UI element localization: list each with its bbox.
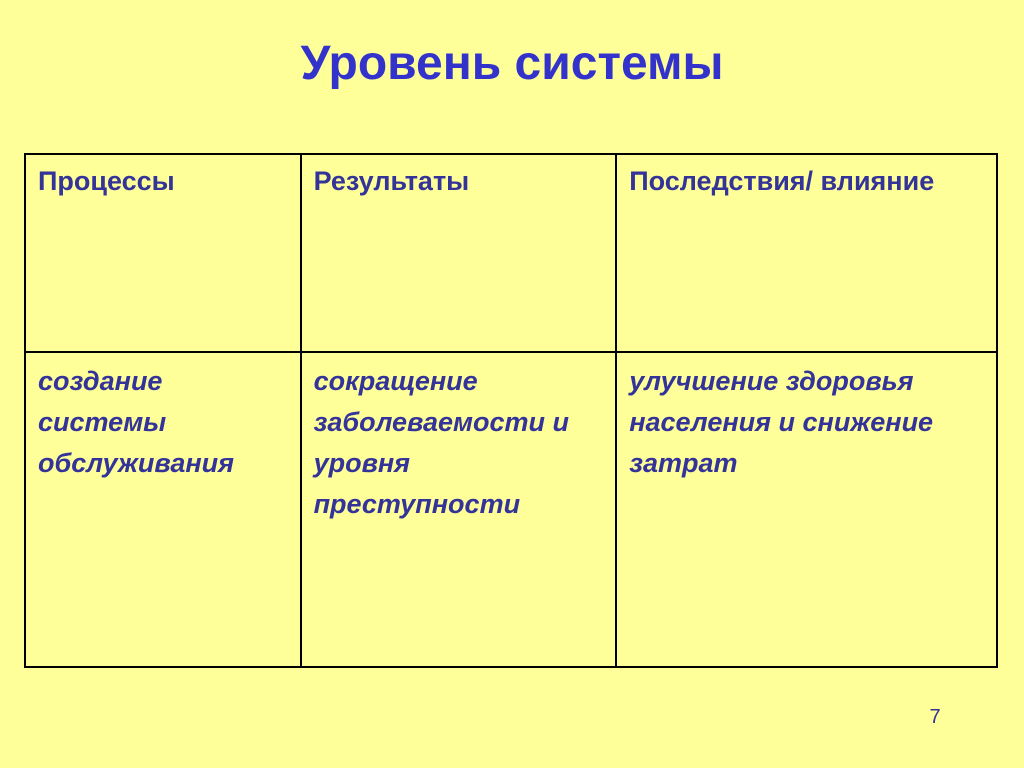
cell-processes: создание системы обслуживания [25,352,301,667]
slide-title: Уровень системы [300,37,724,90]
header-processes: Процессы [25,154,301,352]
table-header-row [25,154,997,352]
cell-consequences: улучшение здоровья населения и снижение затрат [616,352,997,667]
page-number: 7 [929,706,941,728]
header-consequences: Последствия/ влияние [616,154,997,352]
cell-results: сокращение заболеваемости и уровня преступности [301,352,617,667]
header-results: Результаты [301,154,617,352]
levels-table [24,153,998,668]
table-row [25,352,997,667]
